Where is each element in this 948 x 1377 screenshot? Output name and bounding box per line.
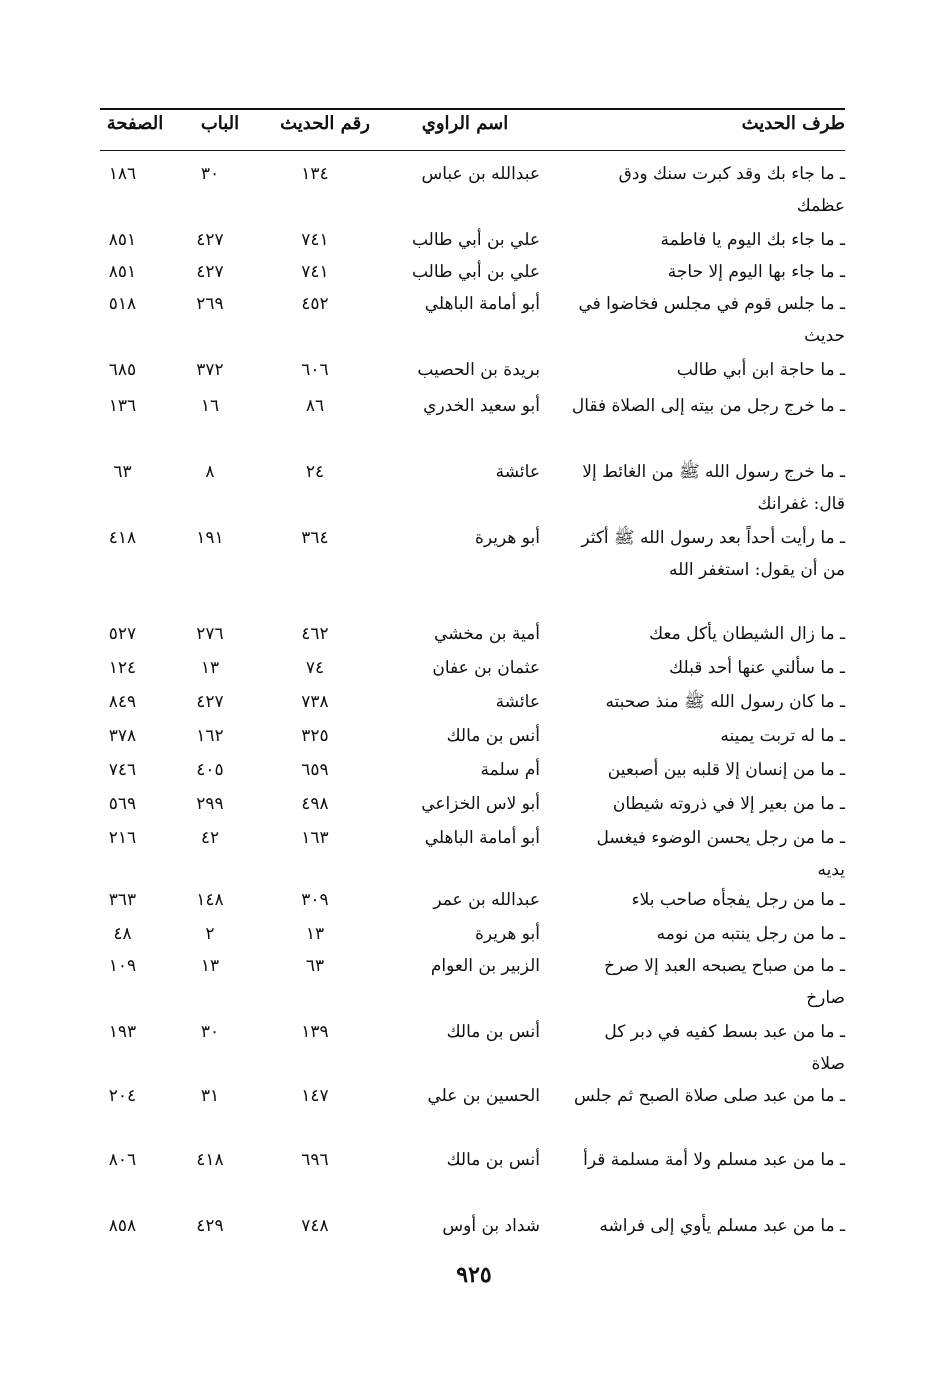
chapter-number: ٤٠٥ — [196, 760, 224, 780]
narrator-name: أنس بن مالك — [446, 1022, 540, 1042]
chapter-number: ٤٢٩ — [196, 1216, 224, 1236]
chapter-number: ٤٢٧ — [196, 262, 224, 282]
hadith-number: ٨٦ — [305, 396, 325, 416]
page-ref: ٤٨ — [113, 924, 132, 944]
page-ref: ٣٧٨ — [108, 726, 137, 746]
hadith-incipit: ـ ما زال الشيطان يأكل معك — [649, 624, 845, 644]
chapter-number: ٢٧٦ — [196, 624, 224, 644]
hadith-incipit: ـ ما رأيت أحداً بعد رسول الله ﷺ أكثر من أن يقول: استغفر الله — [581, 528, 845, 580]
hadith-incipit: ـ ما من بعير إلا في ذروته شيطان — [612, 794, 845, 814]
hadith-incipit: ـ ما جلس قوم في مجلس فخاضوا في حديث — [578, 294, 845, 346]
hadith-number: ١٤٧ — [301, 1086, 329, 1106]
page-ref: ٨٥١ — [108, 230, 137, 250]
narrator-name: عائشة — [495, 462, 540, 482]
page-ref: ٣٦٣ — [108, 890, 137, 910]
hadith-incipit: ـ ما جاء بك وقد كبرت سنك ودق عظمك — [618, 164, 845, 216]
hadith-incipit: ـ ما من إنسان إلا قلبه بين أصبعين — [607, 760, 845, 780]
narrator-name: أنس بن مالك — [446, 1150, 540, 1170]
page-ref: ٥١٨ — [108, 294, 137, 314]
narrator-name: أبو هريرة — [474, 528, 540, 548]
hadith-number: ٤٩٨ — [301, 794, 329, 814]
chapter-number: ٤٢٧ — [196, 230, 224, 250]
narrator-name: أنس بن مالك — [446, 726, 540, 746]
chapter-number: ٣٠ — [200, 164, 220, 184]
chapter-number: ١٦٢ — [196, 726, 224, 746]
narrator-name: علي بن أبي طالب — [411, 262, 540, 282]
page-ref: ٧٤٦ — [108, 760, 137, 780]
narrator-name: أبو أمامة الباهلي — [424, 294, 540, 314]
hadith-incipit: ـ ما خرج رجل من بيته إلى الصلاة فقال — [571, 396, 845, 416]
hadith-incipit: ـ ما سألني عنها أحد قبلك — [669, 658, 845, 678]
chapter-number: ٤١٨ — [196, 1150, 224, 1170]
hadith-incipit: ـ ما من صباح يصبحه العبد إلا صرخ صارخ — [604, 956, 845, 1008]
page-ref: ١٨٦ — [108, 164, 137, 184]
hadith-number: ١٦٣ — [301, 828, 329, 848]
top-rule — [100, 108, 845, 110]
narrator-name: أبو لاس الخزاعي — [421, 794, 540, 814]
page-ref: ٦٨٥ — [108, 360, 137, 380]
narrator-name: عائشة — [495, 692, 540, 712]
header-bab: الباب — [200, 113, 240, 134]
page-ref: ٢١٦ — [108, 828, 137, 848]
chapter-number: ٨ — [205, 462, 215, 482]
page-ref: ٤١٨ — [108, 528, 137, 548]
page-ref: ٥٢٧ — [108, 624, 137, 644]
hadith-incipit: ـ ما من عبد صلى صلاة الصبح ثم جلس — [573, 1086, 845, 1106]
page-ref: ١٠٩ — [108, 956, 137, 976]
page-ref: ٥٦٩ — [108, 794, 137, 814]
page-ref: ١٢٤ — [108, 658, 137, 678]
chapter-number: ٢٩٩ — [196, 794, 224, 814]
hadith-incipit: ـ ما جاء بك اليوم يا فاطمة — [660, 230, 845, 250]
hadith-incipit: ـ ما له تربت يمينه — [720, 726, 845, 746]
hadith-number: ٧٣٨ — [301, 692, 329, 712]
narrator-name: أبو سعيد الخدري — [423, 396, 540, 416]
hadith-incipit: ـ ما من عبد بسط كفيه في دبر كل صلاة — [604, 1022, 845, 1074]
chapter-number: ٣٠ — [200, 1022, 220, 1042]
narrator-name: الزبير بن العوام — [430, 956, 540, 976]
hadith-number: ٦٩٦ — [301, 1150, 329, 1170]
chapter-number: ١٣ — [200, 658, 220, 678]
hadith-number: ١٣ — [305, 924, 325, 944]
header-tarf: طرف الحديث — [741, 113, 845, 134]
narrator-name: عثمان بن عفان — [432, 658, 540, 678]
hadith-incipit: ـ ما من عبد مسلم ولا أمة مسلمة قرأ — [583, 1150, 845, 1170]
hadith-number: ٧٤١ — [301, 262, 329, 282]
hadith-incipit: ـ ما حاجة ابن أبي طالب — [676, 360, 845, 380]
hadith-incipit: ـ ما خرج رسول الله ﷺ من الغائط إلا قال: غفرانك — [582, 462, 845, 514]
hadith-number: ٣٠٩ — [301, 890, 329, 910]
hadith-number: ٧٤٨ — [301, 1216, 329, 1236]
hadith-number: ٦٣ — [305, 956, 325, 976]
hadith-number: ٤٥٢ — [301, 294, 329, 314]
hadith-incipit: ـ ما جاء بها اليوم إلا حاجة — [667, 262, 845, 282]
hadith-number: ٣٦٤ — [301, 528, 329, 548]
narrator-name: أمية بن مخشي — [434, 624, 540, 644]
narrator-name: أبو هريرة — [474, 924, 540, 944]
chapter-number: ٣٧٢ — [196, 360, 224, 380]
narrator-name: عبدالله بن عباس — [421, 164, 540, 184]
page-ref: ٨٠٦ — [108, 1150, 137, 1170]
page-ref: ٦٣ — [113, 462, 132, 482]
hadith-number: ٦٥٩ — [301, 760, 329, 780]
hadith-incipit: ـ ما من رجل يحسن الوضوء فيغسل يديه — [596, 828, 845, 880]
narrator-name: علي بن أبي طالب — [411, 230, 540, 250]
header-raqm: رقم الحديث — [280, 113, 370, 134]
narrator-name: شداد بن أوس — [442, 1216, 540, 1236]
narrator-name: أم سلمة — [480, 760, 540, 780]
narrator-name: بريدة بن الحصيب — [417, 360, 540, 380]
chapter-number: ٣١ — [200, 1086, 220, 1106]
hadith-incipit: ـ ما من رجل يفجأه صاحب بلاء — [631, 890, 845, 910]
hadith-number: ١٣٩ — [301, 1022, 329, 1042]
hadith-number: ١٣٤ — [301, 164, 329, 184]
hadith-number: ٧٤١ — [301, 230, 329, 250]
chapter-number: ١٦ — [200, 396, 220, 416]
narrator-name: أبو أمامة الباهلي — [424, 828, 540, 848]
page-ref: ١٣٦ — [108, 396, 137, 416]
narrator-name: عبدالله بن عمر — [433, 890, 540, 910]
page-ref: ٢٠٤ — [108, 1086, 137, 1106]
chapter-number: ٤٢٧ — [196, 692, 224, 712]
hadith-incipit: ـ ما كان رسول الله ﷺ منذ صحبته — [605, 692, 845, 712]
chapter-number: ١٤٨ — [196, 890, 224, 910]
page-ref: ٨٥٨ — [108, 1216, 137, 1236]
page-ref: ٨٤٩ — [108, 692, 137, 712]
hadith-incipit: ـ ما من رجل ينتبه من نومه — [656, 924, 845, 944]
header-safha: الصفحة — [106, 113, 164, 134]
hadith-number: ٢٤ — [305, 462, 325, 482]
hadith-number: ٤٦٢ — [301, 624, 329, 644]
header-rawi: اسم الراوي — [421, 113, 509, 134]
page-ref: ١٩٣ — [108, 1022, 137, 1042]
hadith-number: ٣٢٥ — [301, 726, 329, 746]
hadith-number: ٦٠٦ — [301, 360, 329, 380]
chapter-number: ٢٦٩ — [196, 294, 224, 314]
narrator-name: الحسين بن علي — [427, 1086, 540, 1106]
hadith-number: ٧٤ — [305, 658, 325, 678]
page-ref: ٨٥١ — [108, 262, 137, 282]
chapter-number: ٢ — [205, 924, 215, 944]
hadith-incipit: ـ ما من عبد مسلم يأوي إلى فراشه — [599, 1216, 845, 1236]
chapter-number: ٤٢ — [200, 828, 220, 848]
chapter-number: ١٣ — [200, 956, 220, 976]
page-number: ٩٢٥ — [456, 1262, 492, 1288]
header-rule — [100, 150, 845, 151]
chapter-number: ١٩١ — [196, 528, 224, 548]
